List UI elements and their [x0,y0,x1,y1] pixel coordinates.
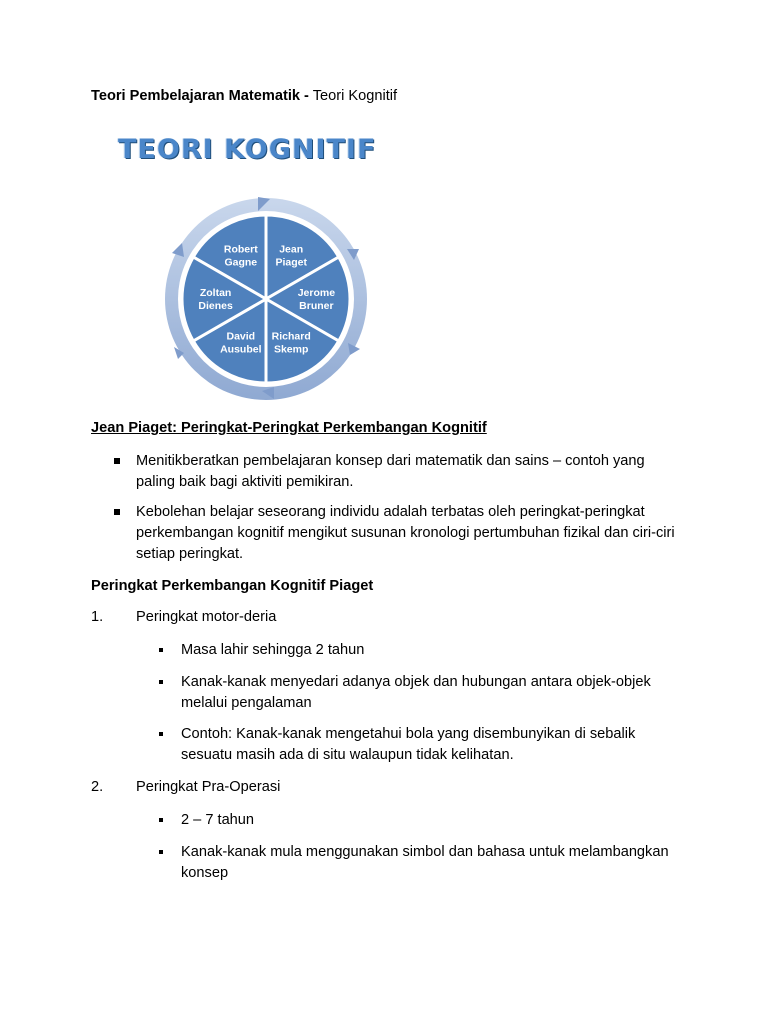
theorist-label: Richard [271,330,311,343]
bullet-icon [114,509,120,515]
stage-point: Contoh: Kanak-kanak mengetahui bola yang disembunyikan di sebalik sesuatu masih ada di situ walaupun tidak kelihatan. [181,726,636,763]
stage-point: 2 – 7 tahun [181,812,255,828]
theorist-label: Zoltan [199,287,232,299]
bullet-icon [159,732,163,736]
theorist-label: Dienes [198,300,233,312]
theorist-label: Jerome [297,287,336,299]
theorist-label: Bruner [299,300,334,312]
theorist-label: Skemp [273,343,309,356]
diagram-title: TEORI KOGNITIF [118,134,377,165]
stage-number: 2. [91,779,104,795]
theorist-label: Jean [279,243,304,256]
theorist-label: Gagne [224,256,258,269]
bullet-icon [159,850,163,854]
stage-point: Kanak-kanak mula menggunakan simbol dan bahasa untuk melambangkan konsep [181,844,669,881]
bullet-text-1: Menitikberatkan pembelajaran konsep dari matematik dan sains – contoh yang paling baik bagi aktiviti pemikiran. [136,453,645,490]
cycle-diagram [158,197,374,403]
bullet-icon [159,818,163,822]
bullet-icon [159,680,163,684]
stage-number: 1. [91,609,104,625]
bullet-icon [159,648,163,652]
bullet-text-2: Kebolehan belajar seseorang individu adalah terbatas oleh peringkat-peringkat perkembangan kognitif mengikut susunan kronologi pertumbuhan fizikal dan ciri-ciri setiap peringkat. [136,504,675,562]
heading-bold: Teori Pembelajaran Matematik - [91,88,309,104]
theorist-label: Robert [223,243,258,256]
theorist-label: David [226,330,256,343]
stage-point: Kanak-kanak menyedari adanya objek dan hubungan antara objek-objek melalui pengalaman [181,674,651,711]
heading-normal: Teori Kognitif [312,88,398,104]
stage-point: Masa lahir sehingga 2 tahun [181,642,365,658]
section-title-piaget: Jean Piaget: Peringkat-Peringkat Perkembangan Kognitif [91,420,487,436]
arrow-head-icon [172,243,184,257]
theorist-label: Ausubel [220,343,262,356]
bullet-icon [114,458,120,464]
section-title-stages: Peringkat Perkembangan Kognitif Piaget [91,578,374,594]
page-heading [91,88,397,104]
stage-name: Peringkat motor-deria [136,609,277,625]
theorist-label: Piaget [275,256,307,269]
stage-name: Peringkat Pra-Operasi [136,779,281,795]
